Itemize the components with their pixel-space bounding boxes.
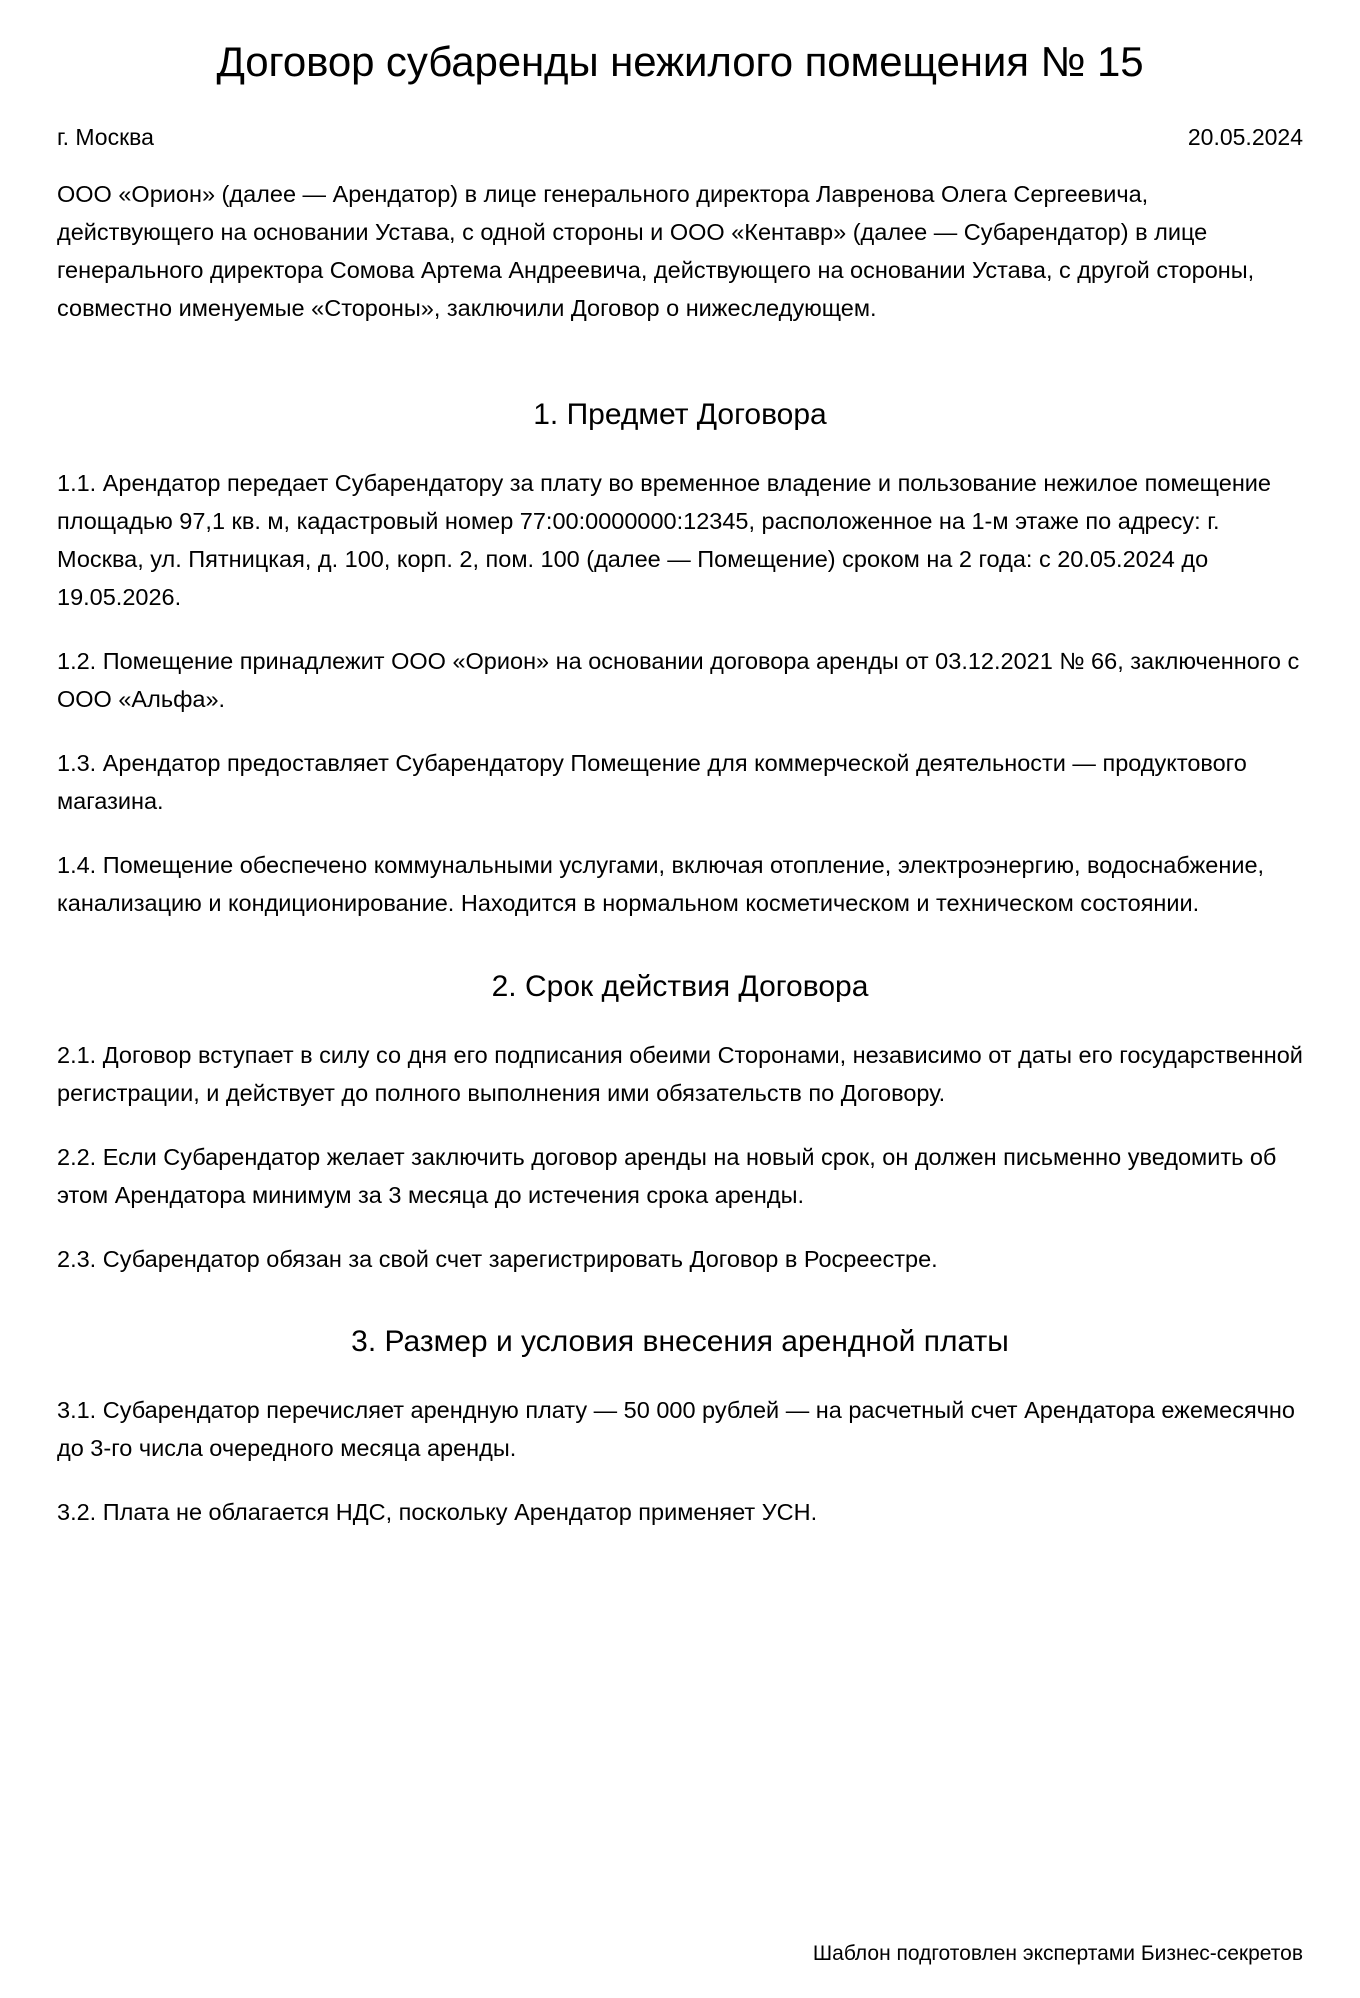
- document-section: [57, 1322, 1303, 1531]
- page-title: Договор субаренды нежилого помещения № 15: [216, 38, 1144, 85]
- clause-paragraph: 2.3. Субарендатор обязан за свой счет зарегистрировать Договор в Росреестре.: [57, 1245, 938, 1272]
- clause-paragraph: 1.1. Арендатор передает Субарендатору за плату во временное владение и пользование нежилое помещение площадью 97,1 кв. м, кадастровый номер 77:00:0000000:12345, расположенное на 1-м этаже по адресу: г. Москва, ул. Пятницкая, д. 100, корп. 2, пом. 100 (далее — Помещение) сроком на 2 года: с 20.05.2024 до 19.05.2026.: [57, 469, 1271, 611]
- layout-spacer: [57, 1531, 1303, 1939]
- section-heading: 3. Размер и условия внесения арендной платы: [351, 1324, 1009, 1358]
- clause-paragraph: 2.1. Договор вступает в силу со дня его подписания обеими Сторонами, независимо от даты его государственной регистрации, и действует до полного выполнения ими обязательств по Договору.: [57, 1041, 1303, 1106]
- sections-container: [57, 351, 1303, 1531]
- clause-paragraph: 1.3. Арендатор предоставляет Субарендатору Помещение для коммерческой деятельности — продуктового магазина.: [57, 750, 1247, 815]
- clause-paragraph: 2.2. Если Субарендатор желает заключить договор аренды на новый срок, он должен письменно уведомить об этом Арендатора минимум за 3 месяца до истечения срока аренды.: [57, 1143, 1277, 1208]
- section-heading: 1. Предмет Договора: [533, 397, 827, 431]
- document-section: [57, 967, 1303, 1278]
- document-date: 20.05.2024: [1187, 124, 1303, 151]
- clause-paragraph: 1.4. Помещение обеспечено коммунальными услугами, включая отопление, электроэнергию, водоснабжение, канализацию и кондиционирование. Находится в нормальном косметическом и техническом состоянии.: [57, 852, 1265, 917]
- clause-paragraph: 3.1. Субарендатор перечисляет арендную плату — 50 000 рублей — на расчетный счет Арендатора ежемесячно до 3-го числа очередного месяца аренды.: [57, 1396, 1295, 1461]
- footer-note: Шаблон подготовлен экспертами Бизнес-секретов: [812, 1941, 1303, 1965]
- document-city: г. Москва: [57, 124, 154, 151]
- document-preamble: ООО «Орион» (далее — Арендатор) в лице генерального директора Лавренова Олега Сергеевича, действующего на основании Устава, с одной стороны и ООО «Кентавр» (далее — Субарендатор) в лице генерального директора Сомова Артема Андреевича, действующего на основании Устава, с другой стороны, совместно именуемые «Стороны», заключили Договор о нижеследующем.: [57, 181, 1255, 322]
- clause-paragraph: 1.2. Помещение принадлежит ООО «Орион» на основании договора аренды от 03.12.2021 № 66, заключенного с ООО «Альфа».: [57, 648, 1300, 713]
- document-meta-row: [57, 123, 1303, 153]
- section-heading: 2. Срок действия Договора: [491, 969, 869, 1003]
- clause-paragraph: 3.2. Плата не облагается НДС, поскольку Арендатор применяет УСН.: [57, 1498, 818, 1525]
- document-section: [57, 395, 1303, 923]
